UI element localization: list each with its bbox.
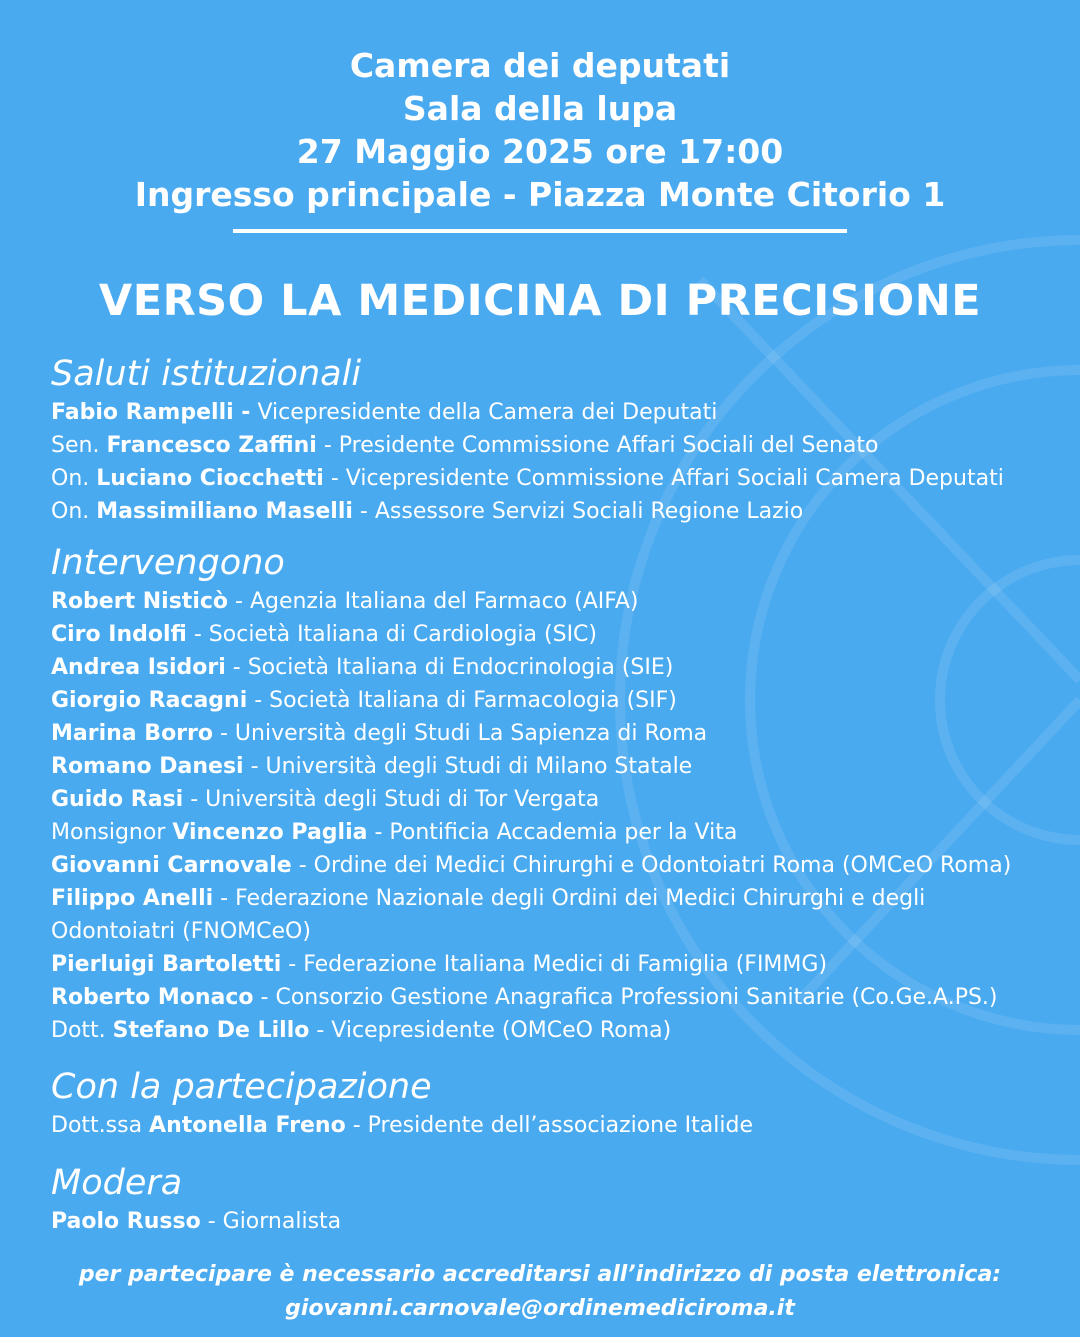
header-divider <box>233 229 847 233</box>
registration-note <box>0 1258 1080 1326</box>
speaker-row: Giorgio Racagni - Società Italiana di Farmacologia (SIF) <box>51 688 677 713</box>
speaker-row: Sen. Francesco Zaffini - Presidente Commissione Affari Sociali del Senato <box>51 433 879 458</box>
speaker-row: Pierluigi Bartoletti - Federazione Italiana Medici di Famiglia (FIMMG) <box>51 952 828 977</box>
speaker-row: Ciro Indolfi - Società Italiana di Cardiologia (SIC) <box>51 622 598 647</box>
contact-email[interactable]: giovanni.carnovale@ordinemediciroma.it <box>285 1296 795 1321</box>
speaker-row: Paolo Russo - Giornalista <box>51 1209 342 1234</box>
speaker-row: Fabio Rampelli - Vicepresidente della Camera dei Deputati <box>51 400 718 425</box>
speaker-row: Marina Borro - Università degli Studi La Sapienza di Roma <box>51 721 708 746</box>
speaker-row: Giovanni Carnovale - Ordine dei Medici Chirurghi e Odontoiatri Roma (OMCeO Roma) <box>51 853 1012 878</box>
section-heading: Saluti istituzionali <box>51 354 362 394</box>
section-partecipazione <box>51 1065 1051 1142</box>
speaker-row: Filippo Anelli - Federazione Nazionale degli Ordini dei Medici Chirurghi e degli Odontoiatri (FNOMCeO) <box>51 886 926 944</box>
event-header <box>0 44 1080 216</box>
page-title: VERSO LA MEDICINA DI PRECISIONE <box>98 276 982 326</box>
section-heading: Con la partecipazione <box>51 1067 432 1107</box>
section-heading: Modera <box>51 1163 183 1203</box>
speaker-row: On. Luciano Ciocchetti - Vicepresidente Commissione Affari Sociali Camera Deputati <box>51 466 1004 491</box>
speaker-row: Dott. Stefano De Lillo - Vicepresidente (OMCeO Roma) <box>51 1018 672 1043</box>
speaker-row: Guido Rasi - Università degli Studi di Tor Vergata <box>51 787 600 812</box>
section-modera <box>51 1161 1051 1238</box>
registration-text: per partecipare è necessario accreditarsi all’indirizzo di posta elettronica: <box>78 1262 1002 1287</box>
section-intervengono <box>51 541 1051 1047</box>
speaker-row: Roberto Monaco - Consorzio Gestione Anagrafica Professioni Sanitarie (Co.Ge.A.PS.) <box>51 985 998 1010</box>
entrance: Ingresso principale - Piazza Monte Citorio 1 <box>134 175 946 214</box>
section-saluti <box>51 352 1051 528</box>
speaker-row: Monsignor Vincenzo Paglia - Pontificia Accademia per la Vita <box>51 820 738 845</box>
speaker-row: Dott.ssa Antonella Freno - Presidente dell’associazione Italide <box>51 1113 753 1138</box>
speaker-row: Andrea Isidori - Società Italiana di Endocrinologia (SIE) <box>51 655 674 680</box>
speaker-row: Romano Danesi - Università degli Studi di Milano Statale <box>51 754 693 779</box>
room: Sala della lupa <box>402 89 678 128</box>
event-datetime: 27 Maggio 2025 ore 17:00 <box>296 132 784 171</box>
speaker-row: Robert Nisticò - Agenzia Italiana del Farmaco (AIFA) <box>51 589 639 614</box>
speaker-row: On. Massimiliano Maselli - Assessore Servizi Sociali Regione Lazio <box>51 499 804 524</box>
section-heading: Intervengono <box>51 543 285 583</box>
venue: Camera dei deputati <box>349 46 731 85</box>
